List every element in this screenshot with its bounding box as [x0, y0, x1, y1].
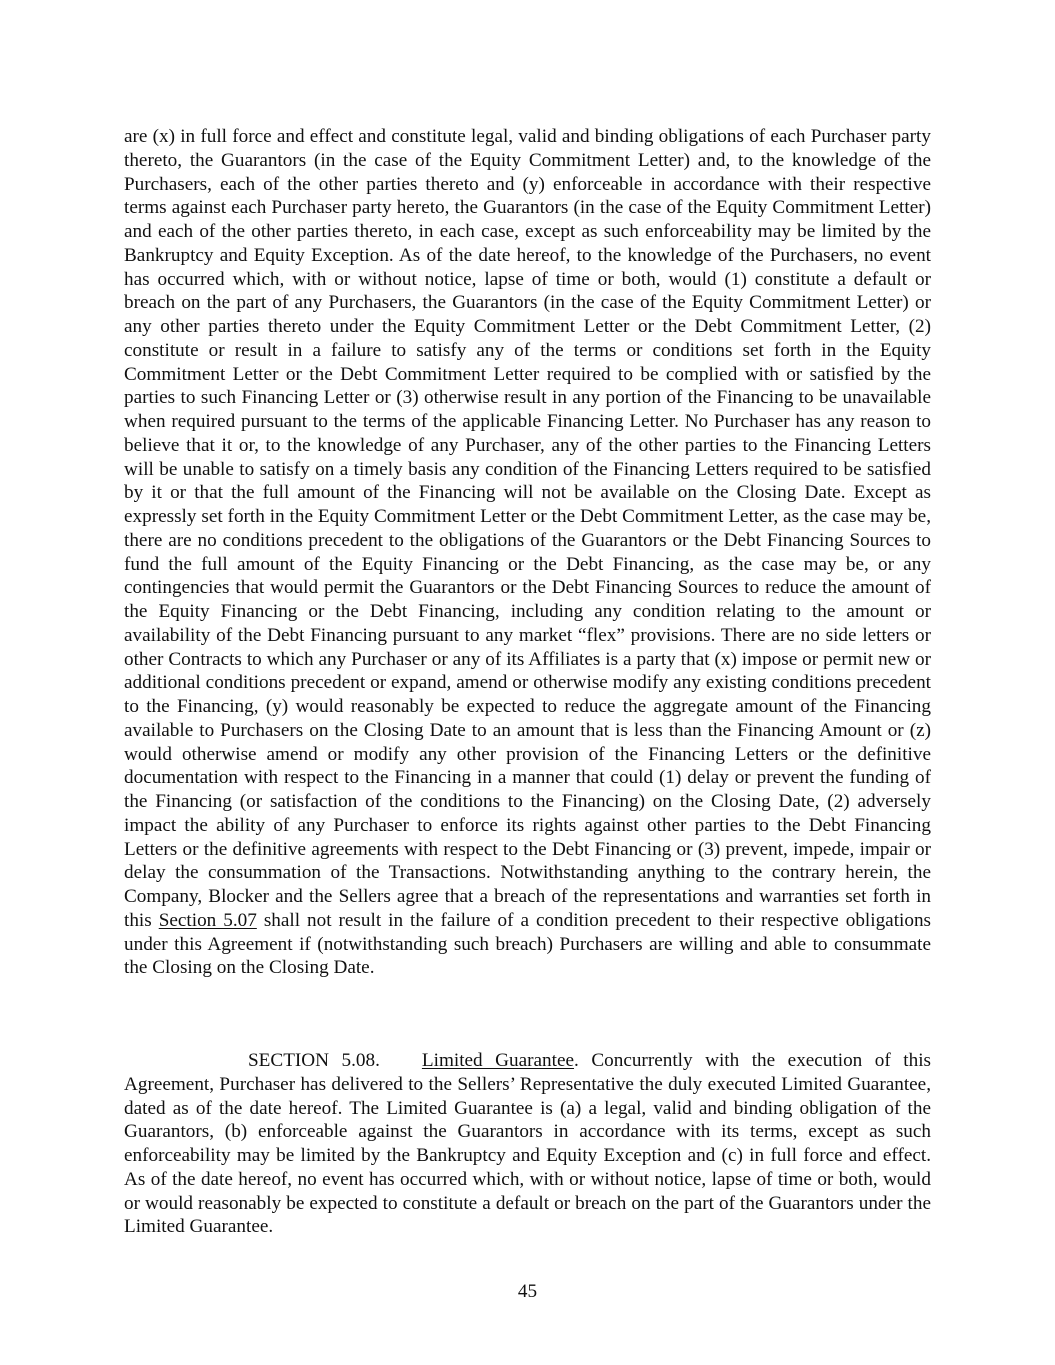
- section-5-08-text: . Concurrently with the execution of this Agreement, Purchaser has delivered to the Sellers’ Representative the duly executed Limited Guarantee, dated as of the date hereof. The Limited Guarantee is (a) a legal, valid and binding obligation of the Guarantors, (b) enforceable against the Guarantors in accordance with its terms, except as such enforceability may be limited by the Bankruptcy and Equity Exception and (c) in full force and effect. As of the date hereof, no event has occurred which, with or without notice, lapse of time or both, would or would reasonably be expected to constitute a default or breach on the part of the Guarantors under the Limited Guarantee.: [124, 1050, 932, 1238]
- section-title: Limited Guarantee: [421, 1050, 575, 1071]
- page-number: 45: [517, 1281, 538, 1302]
- paragraph-text-part-b: shall not result in the failure of a condition precedent to their respective obligations under this Agreement if (notwithstanding such breach) Purchasers are willing and able to consummate the Closing on the Closing Date.: [124, 909, 932, 979]
- paragraph-section-5-08: [124, 1049, 931, 1239]
- section-number: SECTION 5.08.: [248, 1050, 380, 1071]
- paragraph-text-part-a: are (x) in full force and effect and constitute legal, valid and binding obligations of each Purchaser party thereto, the Guarantors (in the case of the Equity Commitment Letter) and, to the knowledge of the Purchasers, each of the other parties thereto and (y) enforceable in accordance with their respective terms against each Purchaser party hereto, the Guarantors (in the case of the Equity Commitment Letter) and each of the other parties thereto, in each case, except as such enforceability may be limited by the Bankruptcy and Equity Exception. As of the date hereof, to the knowledge of the Purchasers, no event has occurred which, with or without notice, lapse of time or both, would (1) constitute a default or breach on the part of any Purchasers, the Guarantors (in the case of the Equity Commitment Letter) or any other parties thereto under the Equity Commitment Letter or the Debt Commitment Letter, (2) constitute or result in a failure to satisfy any of the terms or conditions set forth in the Equity Commitment Letter or the Debt Commitment Letter required to be complied with or satisfied by the parties to such Financing Letter or (3) otherwise result in any portion of the Financing to be unavailable when required pursuant to the terms of the applicable Financing Letter. No Purchaser has any reason to believe that it or, to the knowledge of any Purchaser, any of the other parties to the Financing Letters will be unable to satisfy on a timely basis any condition of the Financing Letters required to be satisfied by it or that the full amount of the Financing will not be available on the Closing Date. Except as expressly set forth in the Equity Commitment Letter or the Debt Commitment Letter, as the case may be, there are no conditions precedent to the obligations of the Guarantors or the Debt Financing Sources to fund the full amount of the Equity Financing or the Debt Financing, as the case may be, or any contingencies that would permit the Guarantors or the Debt Financing Sources to reduce the amount of the Equity Financing or the Debt Financing, including any condition relating to the amount or availability of the Debt Financing pursuant to any market “flex” provisions. There are no side letters or other Contracts to which any Purchaser or any of its Affiliates is a party that (x) impose or permit new or additional conditions precedent or expand, amend or otherwise modify any existing conditions precedent to the Financing, (y) would reasonably be expected to reduce the aggregate amount of the Financing available to Purchasers on the Closing Date to an amount that is less than the Financing Amount or (z) would otherwise amend or modify any other provision of the Financing Letters or the definitive documentation with respect to the Financing in a manner that could (1) delay or prevent the funding of the Financing (or satisfaction of the conditions to the Financing) on the Closing Date, (2) adversely impact the ability of any Purchaser to enforce its rights against other parties to the Debt Financing Letters or the definitive agreements with respect to the Debt Financing or (3) prevent, impede, impair or delay the consummation of the Transactions. Notwithstanding anything to the contrary herein, the Company, Blocker and the Sellers agree that a breach of the representations and warranties set forth in this: [124, 126, 931, 931]
- paragraph-financing-letters: [124, 125, 931, 980]
- section-5-07-reference: Section 5.07: [158, 909, 257, 931]
